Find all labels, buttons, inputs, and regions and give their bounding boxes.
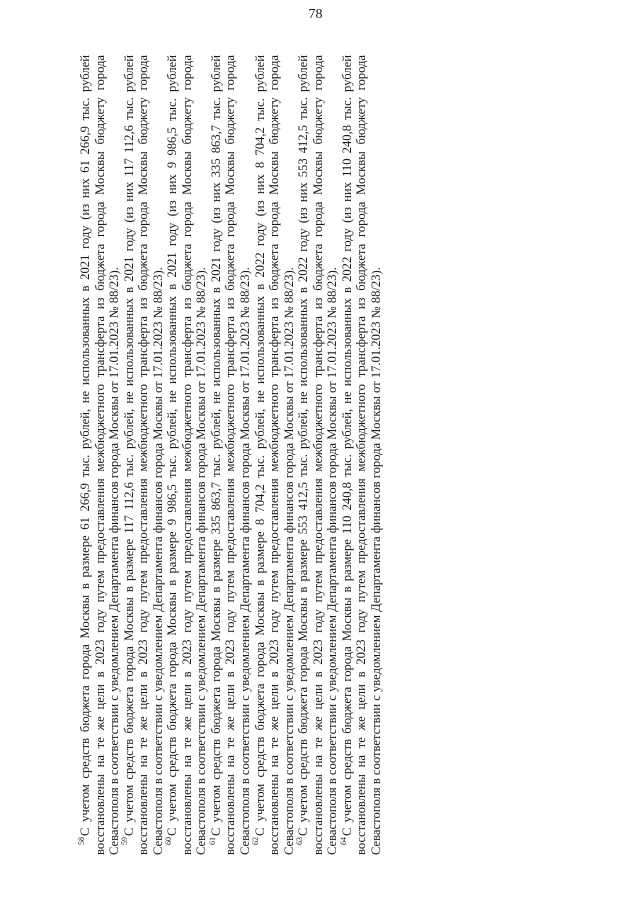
footnote-60 (165, 55, 209, 855)
footnote-61 (209, 55, 253, 855)
footnote-62 (253, 55, 297, 855)
footnote-text: С учетом средств бюджета города Москвы в размере 110 240,8 тыс. рублей, не использованных в 2022 году (из них 110 240,8 тыс. рублей восстановлены на те же цели в 2023 году путем предоставления межбюджетного трансферта из бюджета города Москвы бюджету города Севастополя в соответствии с уведомлением Департамента финансов города Москвы от 17.01.2023 № 88/23). (339, 55, 383, 855)
footnote-marker: 58 (76, 837, 86, 845)
footnote-64 (340, 55, 384, 855)
footnote-text: С учетом средств бюджета города Москвы в размере 9 986,5 тыс. рублей, не использованных в 2021 году (из них 9 986,5 тыс. рублей восстановлены на те же цели в 2023 году путем предоставления межбюджетного трансферта из бюджета города Москвы бюджету города Севастополя в соответствии с уведомлением Департамента финансов города Москвы от 17.01.2023 № 88/23). (165, 55, 209, 855)
footnote-63 (296, 55, 340, 855)
footnote-marker: 61 (207, 837, 217, 845)
footnote-text: С учетом средств бюджета города Москвы в размере 8 704,2 тыс. рублей, не использованных в 2022 году (из них 8 704,2 тыс. рублей восстановлены на те же цели в 2023 году путем предоставления межбюджетного трансферта из бюджета города Москвы бюджету города Севастополя в соответствии с уведомлением Департамента финансов города Москвы от 17.01.2023 № 88/23). (252, 55, 296, 855)
footnote-marker: 59 (120, 837, 130, 845)
footnote-marker: 64 (338, 837, 348, 845)
footnote-marker: 60 (164, 837, 174, 845)
footnote-58 (78, 55, 122, 855)
footnotes-block (78, 55, 578, 855)
footnote-text: С учетом средств бюджета города Москвы в размере 553 412,5 тыс. рублей, не использованных в 2022 году (из них 553 412,5 тыс. рублей восстановлены на те же цели в 2023 году путем предоставления межбюджетного трансферта из бюджета города Москвы бюджету города Севастополя в соответствии с уведомлением Департамента финансов города Москвы от 17.01.2023 № 88/23). (296, 55, 340, 855)
page-number: 78 (308, 7, 323, 22)
footnote-text: С учетом средств бюджета города Москвы в размере 61 266,9 тыс. рублей, не использованных в 2021 году (из них 61 266,9 тыс. рублей восстановлены на те же цели в 2023 году путем предоставления межбюджетного трансферта из бюджета города Москвы бюджету города Севастополя в соответствии с уведомлением Департамента финансов города Москвы от 17.01.2023 № 88/23). (78, 55, 122, 855)
footnote-text: С учетом средств бюджета города Москвы в размере 117 112,6 тыс. рублей, не использованных в 2021 году (из них 117 112,6 тыс. рублей восстановлены на те же цели в 2023 году путем предоставления межбюджетного трансферта из бюджета города Москвы бюджету города Севастополя в соответствии с уведомлением Департамента финансов города Москвы от 17.01.2023 № 88/23). (121, 55, 165, 855)
footnote-text: С учетом средств бюджета города Москвы в размере 335 863,7 тыс. рублей, не использованных в 2021 году (из них 335 863,7 тыс. рублей восстановлены на те же цели в 2023 году путем предоставления межбюджетного трансферта из бюджета города Москвы бюджету города Севастополя в соответствии с уведомлением Департамента финансов города Москвы от 17.01.2023 № 88/23). (208, 55, 253, 855)
footnote-marker: 62 (251, 837, 261, 845)
footnote-59 (122, 55, 166, 855)
footnote-marker: 63 (295, 837, 305, 845)
